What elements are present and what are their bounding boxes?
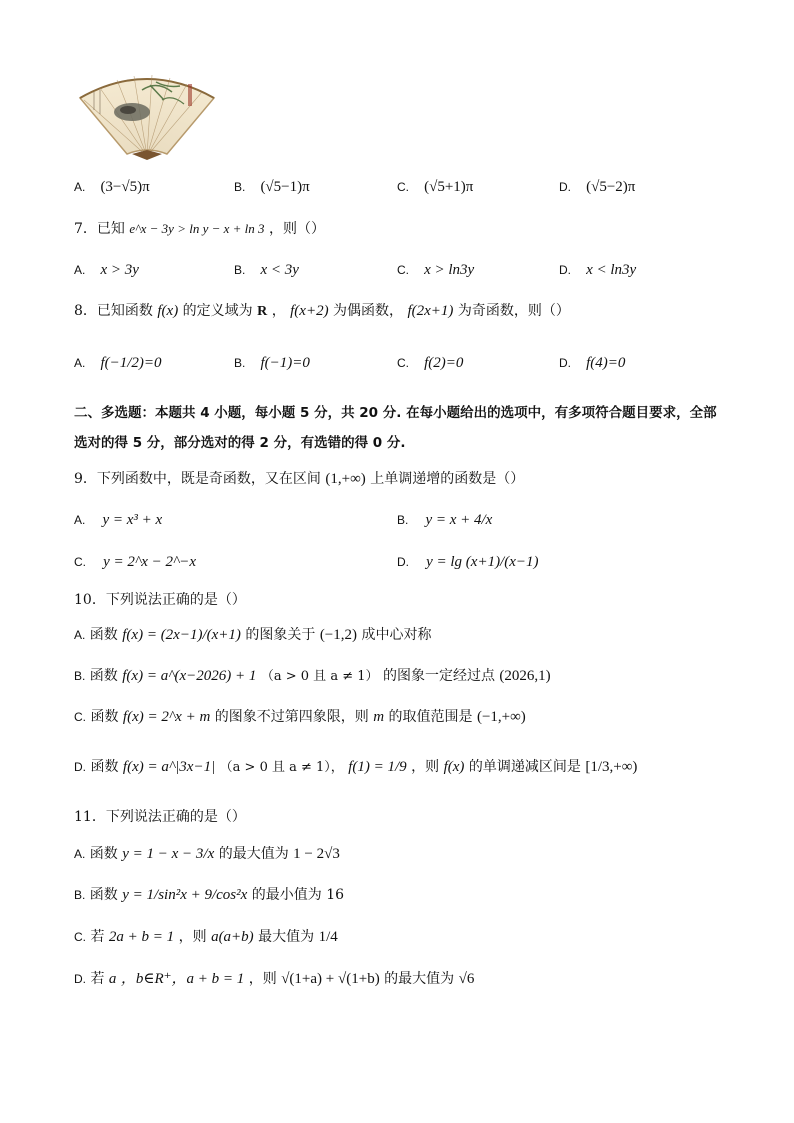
- section-heading-line1: 二、多选题：本题共 4 小题，每小题 5 分，共 20 分. 在每小题给出的选项中，有多项符合题目要求，全部: [74, 405, 717, 421]
- q10-option-a-point: (−1,2): [319, 627, 358, 643]
- q10-option-c-label: C.: [74, 710, 86, 724]
- q10-option-c-mid: 的图象不过第四象限，则: [214, 709, 369, 725]
- q10-option-b-label: B.: [74, 669, 86, 683]
- q6-option-b-label: B.: [234, 180, 246, 194]
- q10-option-b-point: (2026,1): [499, 668, 551, 684]
- q8-option-b-text: f(−1)=0: [260, 355, 310, 371]
- q7-stem: [74, 218, 325, 238]
- q11-option-a-label: A.: [74, 847, 86, 861]
- q7-option-d-label: D.: [559, 263, 571, 277]
- q11-option-a-pre: 函数: [89, 846, 118, 862]
- q11-option-c-expr: a(a+b): [211, 929, 254, 945]
- q9-option-c-text: y = 2^x − 2^−x: [103, 554, 197, 570]
- q10-option-c-mid2: 的取值范围是: [388, 709, 473, 725]
- section-heading-line2: 选对的得 5 分，部分选对的得 2 分，有选错的得 0 分.: [74, 435, 406, 451]
- q11-option-d-val: √6: [458, 971, 475, 987]
- q8-option-d-text: f(4)=0: [586, 355, 626, 371]
- q8-prefix: 8．已知函数: [74, 303, 153, 319]
- q10-option-d: [74, 756, 637, 776]
- q11-option-b-label: B.: [74, 888, 86, 902]
- q8-real-set: R: [257, 304, 268, 319]
- q8-fx: f(x): [157, 303, 179, 319]
- q11-option-b: [74, 884, 344, 904]
- q11-option-c-label: C.: [74, 930, 86, 944]
- q10-option-d-label: D.: [74, 760, 86, 774]
- q6-option-d-label: D.: [559, 180, 571, 194]
- q7-option-a-label: A.: [74, 263, 86, 277]
- q11-option-a-val: 1 − 2√3: [293, 846, 340, 862]
- q9-option-c-label: C.: [74, 555, 86, 569]
- q8-option-a-label: A.: [74, 356, 86, 370]
- q10-option-d-f1: f(1) = 1/9: [348, 759, 407, 775]
- q11-option-d-expr: √(1+a) + √(1+b): [281, 971, 380, 987]
- q11-option-a-mid: 的最大值为: [218, 846, 289, 862]
- q10-option-c-var: m: [373, 709, 385, 725]
- q8-odd-text: 为奇函数，则（）: [457, 303, 570, 319]
- folding-fan-image: [72, 70, 222, 160]
- q6-option-b-text: (√5−1)π: [260, 179, 310, 195]
- q8-option-b-label: B.: [234, 356, 246, 370]
- q8-f-shift: f(x+2): [290, 303, 329, 319]
- q9-option-a-text: y = x³ + x: [102, 512, 163, 528]
- q10-option-d-pre: 函数: [90, 759, 119, 775]
- q11-option-a: [74, 843, 340, 863]
- q9-stem-a: 9．下列函数中，既是奇函数，又在区间: [74, 471, 321, 487]
- q6-option-a-text: (3−√5)π: [100, 179, 150, 195]
- q8-f-scaled: f(2x+1): [407, 303, 454, 319]
- q9-option-b-text: y = x + 4/x: [425, 512, 493, 528]
- q9-option-d-text: y = lg (x+1)/(x−1): [426, 554, 539, 570]
- q7-suffix: ，则（）: [268, 221, 325, 237]
- q11-option-b-pre: 函数: [89, 887, 118, 903]
- q8-even-text: 为偶函数，: [333, 303, 404, 319]
- q9-option-a-label: A.: [74, 513, 86, 527]
- q10-option-c-pre: 函数: [90, 709, 119, 725]
- q11-option-b-mid: 的最小值为 16: [251, 887, 345, 903]
- q10-option-b: [74, 665, 551, 685]
- q7-prefix: 7．已知: [74, 221, 125, 237]
- q11-option-d: [74, 967, 474, 988]
- q7-inequality: e^x − 3y > ln y − x + ln 3: [129, 221, 265, 236]
- q9-interval: (1,+∞): [325, 471, 366, 487]
- q11-option-d-a: a: [108, 971, 117, 987]
- q8-option-a-text: f(−1/2)=0: [100, 355, 162, 371]
- q10-option-c-math: f(x) = 2^x + m: [122, 709, 211, 725]
- q10-option-d-math: f(x) = a^|3x−1|: [122, 759, 216, 775]
- q11-option-d-cond: ，b∈R⁺，a + b = 1: [120, 971, 245, 987]
- q7-option-d-text: x < ln3y: [586, 262, 637, 278]
- q10-option-d-fx: f(x): [443, 759, 465, 775]
- q10-option-a: [74, 624, 431, 644]
- q10-option-a-post: 成中心对称: [361, 627, 432, 643]
- q9-option-d-label: D.: [397, 555, 409, 569]
- q11-option-c: [74, 926, 338, 946]
- q6-option-c-label: C.: [397, 180, 409, 194]
- q10-option-d-mid2: 的单调递减区间是: [468, 759, 581, 775]
- q11-option-c-val: 1/4: [318, 929, 338, 945]
- q11-option-d-label: D.: [74, 972, 86, 986]
- q10-option-b-math: f(x) = a^(x−2026) + 1: [122, 668, 257, 684]
- q11-option-c-cond: 2a + b = 1: [108, 929, 175, 945]
- q8-domain-text: 的定义域为: [182, 303, 253, 319]
- q8-option-c-text: f(2)=0: [424, 355, 464, 371]
- q11-option-a-math: y = 1 − x − 3/x: [122, 846, 215, 862]
- q11-option-c-pre: 若: [90, 929, 105, 945]
- q10-option-b-pre: 函数: [89, 668, 118, 684]
- q7-option-b-text: x < 3y: [260, 262, 299, 278]
- q11-option-d-pre: 若: [90, 971, 105, 987]
- q7-option-c-label: C.: [397, 263, 409, 277]
- q11-option-c-mid2: 最大值为: [258, 929, 315, 945]
- q9-stem: [74, 468, 524, 488]
- q11-stem: 11．下列说法正确的是（）: [74, 809, 246, 825]
- q10-option-a-mid: 的图象关于: [245, 627, 316, 643]
- q7-option-b-label: B.: [234, 263, 246, 277]
- q8-stem: [74, 300, 570, 320]
- q10-option-d-range: [1/3,+∞): [585, 759, 638, 775]
- q7-option-a-text: x > 3y: [100, 262, 139, 278]
- q10-option-b-mid: 的图象一定经过点: [382, 668, 495, 684]
- q10-option-c-range: (−1,+∞): [476, 709, 526, 725]
- q8-comma: ，: [271, 303, 286, 319]
- q10-option-d-cond: （a > 0 且 a ≠ 1），: [219, 760, 344, 775]
- q11-option-d-mid: ，则: [248, 971, 277, 987]
- q10-option-b-cond: （a > 0 且 a ≠ 1）: [260, 669, 379, 684]
- q10-option-a-label: A.: [74, 628, 86, 642]
- q9-stem-b: 上单调递增的函数是（）: [370, 471, 525, 487]
- q10-option-a-pre: 函数: [89, 627, 118, 643]
- q9-option-b-label: B.: [397, 513, 409, 527]
- q8-option-d-label: D.: [559, 356, 571, 370]
- q11-option-b-math: y = 1/sin²x + 9/cos²x: [122, 887, 248, 903]
- q10-option-a-math: f(x) = (2x−1)/(x+1): [122, 627, 241, 643]
- q11-option-c-mid: ，则: [178, 929, 207, 945]
- q10-option-c: [74, 706, 526, 726]
- q11-option-d-mid2: 的最大值为: [384, 971, 455, 987]
- q10-option-d-mid: ，则: [411, 759, 440, 775]
- q7-option-c-text: x > ln3y: [424, 262, 475, 278]
- q8-option-c-label: C.: [397, 356, 409, 370]
- q10-stem: 10．下列说法正确的是（）: [74, 592, 246, 608]
- q6-option-d-text: (√5−2)π: [586, 179, 636, 195]
- q6-option-a-label: A.: [74, 180, 86, 194]
- q6-option-c-text: (√5+1)π: [424, 179, 474, 195]
